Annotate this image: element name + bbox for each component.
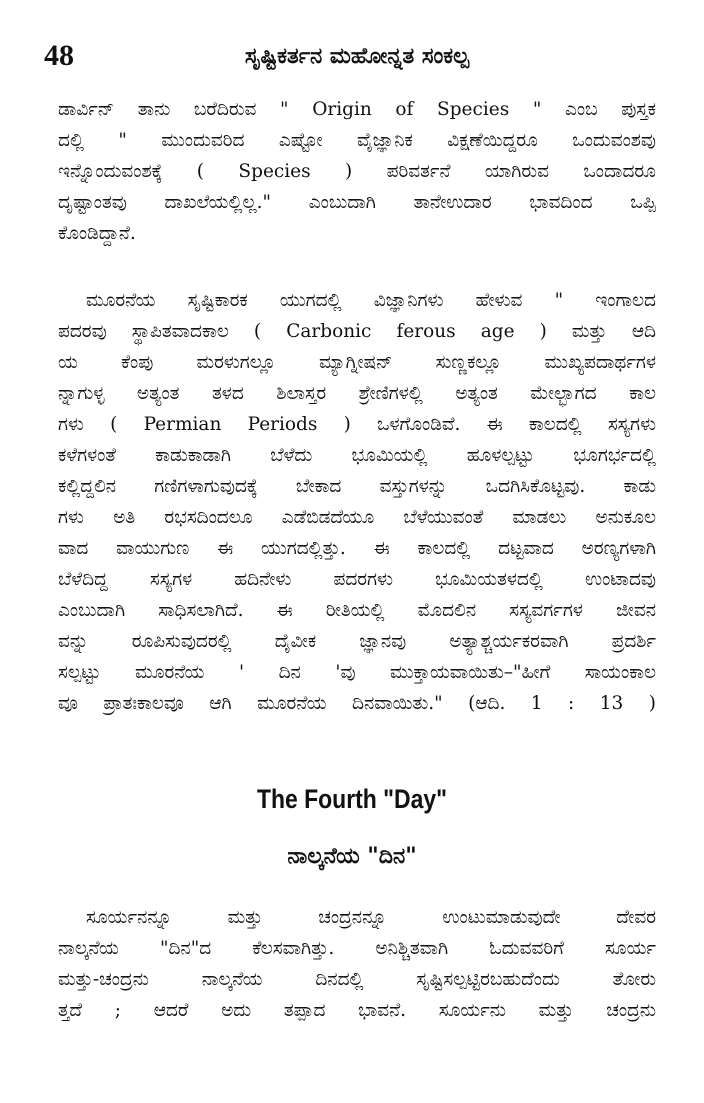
text-line: ಕಲ್ಲಿದ್ದಲಿನ ಗಣಿಗಳಾಗುವುದಕ್ಕೆ ಬೇಕಾದ ವಸ್ತುಗಳನ್ನು ಒದಗಿಸಿಕೊಟ್ಟವು. ಕಾಡು — [58, 476, 656, 497]
text-line: ವಾದ ವಾಯುಗುಣ ಈ ಯುಗದಲ್ಲಿತ್ತು. ಈ ಕಾಲದಲ್ಲಿ ದಟ್ಟವಾದ ಅರಣ್ಯಗಳಾಗಿ — [58, 538, 656, 559]
text-line: ತ್ತದೆ ; ಆದರೆ ಅದು ತಪ್ಪಾದ ಭಾವನೆ. ಸೂರ್ಯನು ಮತ್ತು ಚಂದ್ರನು — [58, 1000, 656, 1021]
page-number: 48 — [44, 39, 74, 72]
text-line: ವನ್ನು ರೂಪಿಸುವುದರಲ್ಲಿ ದೈವೀಕ ಜ್ಞಾನವು ಅತ್ಯಾಶ್ಚರ್ಯಕರವಾಗಿ ಪ್ರದರ್ಶಿ — [58, 631, 656, 652]
text-line: ಎಂಬುದಾಗಿ ಸಾಧಿಸಲಾಗಿದೆ. ಈ ರೀತಿಯಲ್ಲಿ ಮೊದಲಿನ ಸಸ್ಯವರ್ಗಗಳ ಜೀವನ — [58, 600, 656, 621]
paragraph-third-age — [58, 285, 656, 719]
text-line: ಕೊಂಡಿದ್ದಾನೆ. — [58, 223, 136, 244]
text-line: ಮೂರನೆಯ ಸೃಷ್ಟಿಕಾರಕ ಯುಗದಲ್ಲಿ ವಿಜ್ಞಾನಿಗಳು ಹೇಳುವ " ಇಂಗಾಲದ — [86, 290, 656, 311]
text-line: ನ್ನಾಗುಳ್ಳ ಅತ್ಯಂತ ತಳದ ಶಿಲಾಸ್ತರ ಶ್ರೇಣಿಗಳಲ್ಲಿ ಅತ್ಯಂತ ಮೇಲ್ಭಾಗದ ಕಾಲ — [58, 383, 656, 404]
text-line: ಸಲ್ಪಟ್ಟು ಮೂರನೆಯ ' ದಿನ 'ವು ಮುಕ್ತಾಯವಾಯಿತು–"ಹೀಗೆ ಸಾಯಂಕಾಲ — [58, 662, 656, 683]
text-line: ವೂ ಪ್ರಾತಃಕಾಲವೂ ಆಗಿ ಮೂರನೆಯ ದಿನವಾಯಿತು." (ಆದಿ. 1 : 13 ) — [58, 693, 656, 714]
text-line: ಸೂರ್ಯನನ್ನೂ ಮತ್ತು ಚಂದ್ರನನ್ನೂ ಉಂಟುಮಾಡುವುದೇ ದೇವರ — [86, 907, 656, 928]
text-line: ದಲ್ಲಿ " ಮುಂದುವರಿದ ಎಷ್ಟೋ ವೈಜ್ಞಾನಿಕ ವಿಕ್ಷಣೆಯಿದ್ದರೂ ಒಂದುವಂಶವು — [58, 130, 656, 151]
text-line: ನಾಲ್ಕನೆಯ "ದಿನ"ದ ಕೆಲಸವಾಗಿತ್ತು. ಅನಿಶ್ಚಿತವಾಗಿ ಓದುವವರಿಗೆ ಸೂರ್ಯ — [58, 938, 656, 959]
text-line: ಬೆಳೆದಿದ್ದ ಸಸ್ಯಗಳ ಹದಿನೇಳು ಪದರಗಳು ಭೂಮಿಯತಳದಲ್ಲಿ ಉಂಟಾದವು — [58, 569, 656, 590]
text-line: ಗಳು ( Permian Periods ) ಒಳಗೊಂಡಿವೆ. ಈ ಕಾಲದಲ್ಲಿ ಸಸ್ಯಗಳು — [58, 414, 656, 435]
text-line: ಮತ್ತು-ಚಂದ್ರನು ನಾಲ್ಕನೆಯ ದಿನದಲ್ಲಿ ಸೃಷ್ಟಿಸಲ್ಪಟ್ಟಿರಬಹುದೆಂದು ತೋರು — [58, 969, 656, 990]
text-line: ಡಾರ್ವಿನ್ ತಾನು ಬರೆದಿರುವ " Origin of Species " ಎಂಬ ಪುಸ್ತಕ — [58, 99, 656, 120]
section-heading-english: The Fourth "Day" — [256, 784, 448, 814]
text-line: ಯ ಕೆಂಪು ಮರಳುಗಲ್ಲೂ ಮ್ಯಾಗ್ನೀಷನ್ ಸುಣ್ಣಕಲ್ಲೂ ಮುಖ್ಯಪದಾರ್ಥಗಳ — [58, 352, 656, 373]
paragraph-fourth-day — [58, 902, 656, 1026]
text-line: ಇನ್ನೊಂದುವಂಶಕ್ಕೆ ( Species ) ಪರಿವರ್ತನೆ ಯಾಗಿರುವ ಒಂದಾದರೂ — [58, 161, 656, 182]
section-heading-kannada: ನಾಲ್ಕನೆಯ "ದಿನ" — [287, 843, 417, 869]
paragraph-darwin — [58, 94, 656, 249]
text-line: ಗಳು ಅತಿ ರಭಸದಿಂದಲೂ ಎಡೆಬಿಡದೆಯೂ ಬೆಳೆಯುವಂತೆ ಮಾಡಲು ಅನುಕೂಲ — [58, 507, 656, 528]
text-line: ಕಳೆಗಳಂತೆ ಕಾಡುಕಾಡಾಗಿ ಬೆಳೆದು ಭೂಮಿಯಲ್ಲಿ ಹೂಳಲ್ಪಟ್ಟು ಭೂಗರ್ಭದಲ್ಲಿ — [58, 445, 656, 466]
text-line: ದೃಷ್ಟಾಂತವು ದಾಖಲೆಯಲ್ಲಿಲ್ಲ." ಎಂಬುದಾಗಿ ತಾನೇಉದಾರ ಭಾವದಿಂದ ಒಪ್ಪಿ — [58, 192, 656, 213]
running-title: ಸೃಷ್ಟಿಕರ್ತನ ಮಹೋನ್ನತ ಸಂಕಲ್ಪ — [244, 43, 470, 69]
page-header — [44, 34, 660, 78]
text-line: ಪದರವು ಸ್ಥಾಪಿತವಾದಕಾಲ ( Carbonic ferous age ) ಮತ್ತು ಆದಿ — [58, 321, 656, 342]
